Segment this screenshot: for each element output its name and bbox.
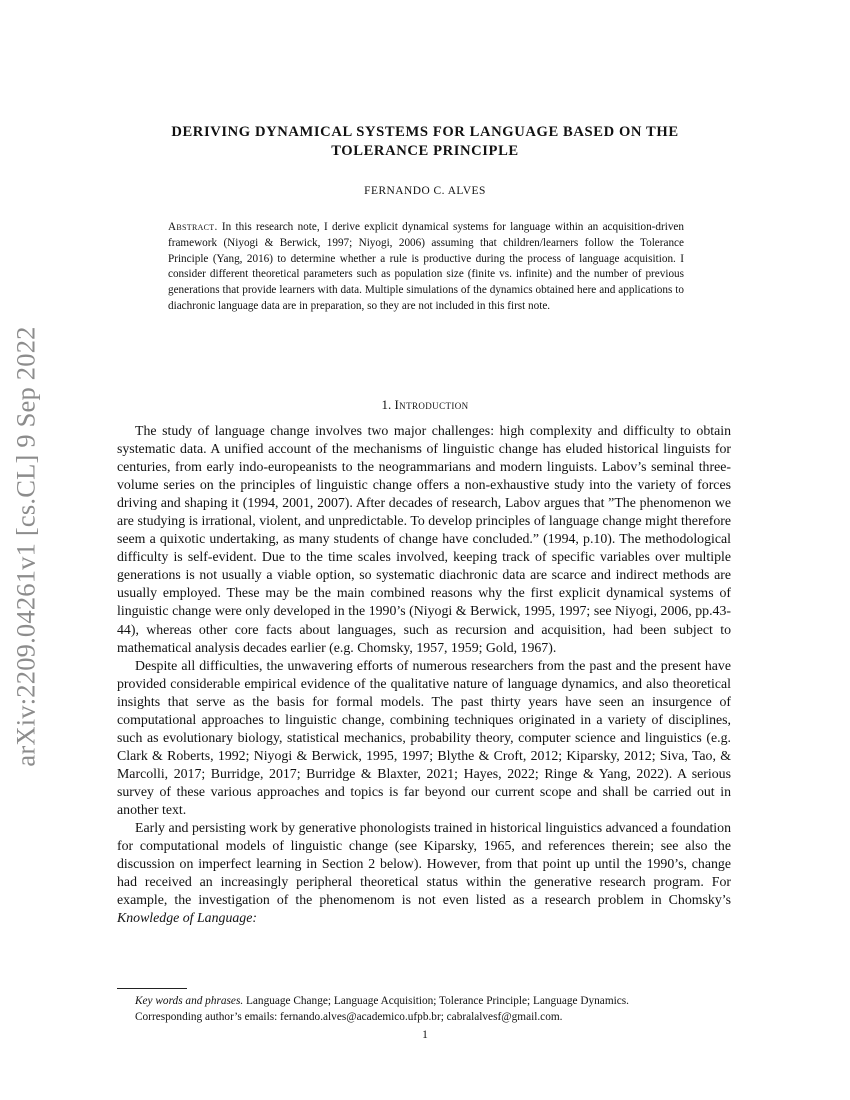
paragraph-1: The study of language change involves two major challenges: high complexity and difficulty to obtain systematic data. A unified account of the mechanisms of linguistic change has eluded historical linguists for centuries, from early indo-europeanists to the neogrammarians and modern linguists. Labov’s seminal three-volume series on the principles of linguistic change offers a non-exhaustive study into the variety of forces driving and shaping it (1994, 2001, 2007). After decades of research, Labov argues that ”The phenomenon we are studying is irrational, violent, and unpredictable. To develop principles of language change might therefore seem a quixotic undertaking, as many students of change have concluded.” (1994, p.10). The methodological difficulty is self-evident. Due to the time scales involved, keeping track of specific variables over multiple generations is not usually a viable option, so systematic diachronic data are scarce and indirect methods are usually employed. These may be the main combined reasons why the first explicit dynamical systems of linguistic change were only developed in the 1990’s (Niyogi & Berwick, 1995, 1997; see Niyogi, 2006, pp.43-44), whereas other core facts about languages, such as recursion and acquisition, had been subject to mathematical analysis decades earlier (e.g. Chomsky, 1957, 1959; Gold, 1967). [117,423,731,655]
footnote-emails: Corresponding author’s emails: fernando.alves@academico.ufpb.br; cabralalvesf@gmail.com. [135,1011,563,1023]
section-number: 1. [381,397,392,412]
paragraph-3-book-title: Knowledge of Language: [117,910,257,926]
paragraph-3 [117,819,731,927]
footnote-keywords [117,993,731,1009]
keywords-text: Language Change; Language Acquisition; Tolerance Principle; Language Dynamics. [246,995,629,1007]
keywords-label: Key words and phrases. [135,995,244,1007]
body-text [117,422,731,927]
footnotes [117,993,731,1025]
author-name: FERNANDO C. ALVES [364,185,486,197]
title-line-2: TOLERANCE PRINCIPLE [331,143,519,159]
paper-title [110,123,740,161]
abstract-label: Abstract. [168,221,218,233]
section-heading [110,397,740,413]
arxiv-identifier-text: arXiv:2209.04261v1 [cs.CL] 9 Sep 2022 [10,325,41,767]
paragraph-2: Despite all difficulties, the unwavering efforts of numerous researchers from the past and the present have provided considerable empirical evidence of the qualitative nature of language dynamics, and also theoretical insights that serve as the basis for formal models. The past thirty years have seen an insurgence of computational approaches to linguistic change, combining techniques originated in a variety of disciplines, such as evolutionary biology, statistical mechanics, probability theory, computer science and linguistics (e.g. Clark & Roberts, 1992; Niyogi & Berwick, 1995, 1997; Blythe & Croft, 2012; Kiparsky, 2012; Siva, Tao, & Marcolli, 2017; Burridge, 2017; Burridge & Blaxter, 2021; Hayes, 2022; Ringe & Yang, 2022). A serious survey of these various approaches and topics is far beyond our current scope and shall be carried out in another text. [117,657,731,817]
abstract-text: In this research note, I derive explicit dynamical systems for language within an acquisition-driven framework (Niyogi & Berwick, 1997; Niyogi, 2006) assuming that children/learners follow the Tolerance Principle (Yang, 2016) to determine whether a rule is productive during the process of language acquisition. I consider different theoretical parameters such as population size (finite vs. infinite) and the number of previous generations that provide learners with data. Multiple simulations of the dynamics obtained here and applications to diachronic language data are in preparation, so they are not included in this first note. [168,221,684,312]
title-line-1: DERIVING DYNAMICAL SYSTEMS FOR LANGUAGE BASED ON THE [171,124,679,140]
paragraph-3-text: Early and persisting work by generative phonologists trained in historical linguistics advanced a foundation for computational models of linguistic change (see Kiparsky, 1965, and references therein; see also the discussion on imperfect learning in Section 2 below). However, from that point up until the 1990’s, change had received an increasingly peripheral theoretical status within the generative research program. For example, the investigation of the phenomenom is not even listed as a research problem in Chomsky’s [117,820,731,908]
arxiv-identifier-stamp [0,306,52,786]
page-number: 1 [422,1029,428,1041]
section-title: Introduction [394,397,469,412]
abstract [168,220,684,315]
footnote-divider [117,988,187,989]
